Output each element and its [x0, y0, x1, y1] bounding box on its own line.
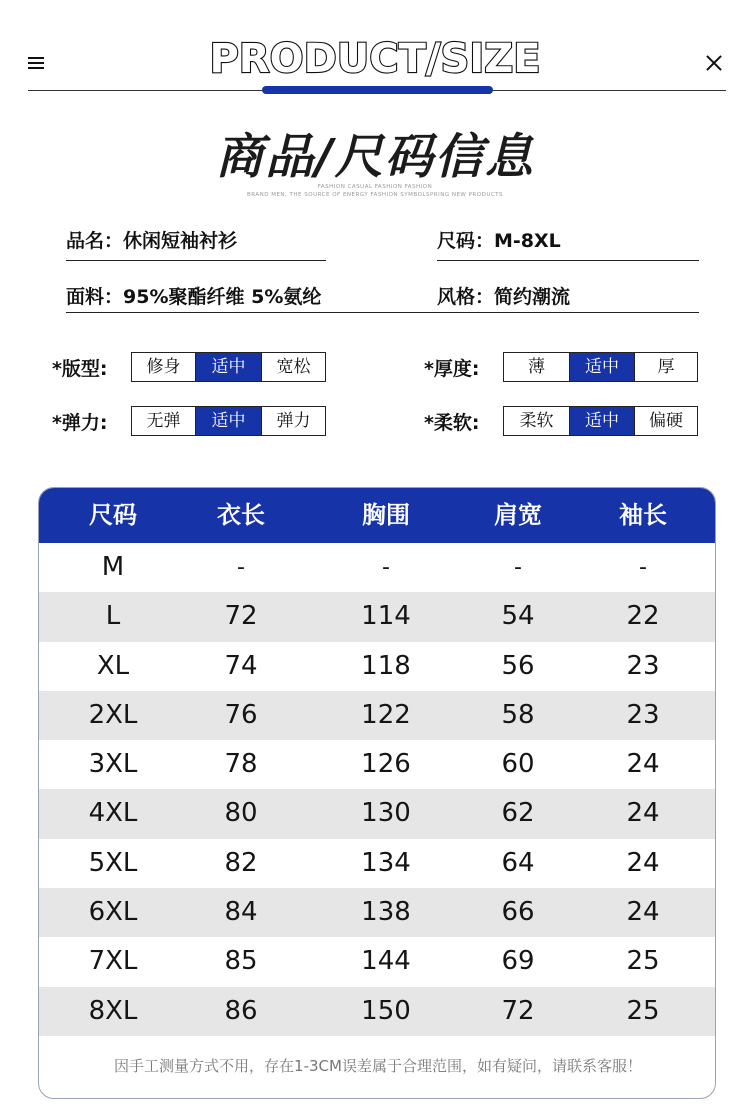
tagline-primary: FASHION CASUAL FASHION FASHION: [317, 184, 433, 190]
section-title: 商品/尺码信息: [215, 129, 535, 185]
fabric-label: 面料：: [66, 286, 124, 308]
cell-length: 82: [224, 847, 258, 878]
fit-option-regular[interactable]: 适中: [196, 353, 262, 381]
cell-shoulder: 54: [501, 601, 535, 632]
elasticity-label: *弹力:: [52, 412, 108, 434]
softness-option-soft[interactable]: 柔软: [504, 407, 570, 435]
header-shoulder: 肩宽: [494, 501, 542, 529]
close-icon[interactable]: [703, 52, 725, 74]
cell-length: 76: [224, 699, 258, 730]
measurement-note: 因手工测量方式不用，存在1-3CM误差属于合理范围，如有疑问，请联系客服！: [114, 1057, 642, 1075]
cell-shoulder: 62: [501, 798, 535, 829]
size-chart-table: [38, 487, 716, 1099]
fit-label: *版型:: [52, 358, 108, 380]
size-range-underline: [437, 260, 699, 261]
header-chest: 胸围: [362, 501, 410, 529]
product-name-underline: [66, 260, 326, 261]
table-body: [39, 543, 716, 1036]
fit-option-loose[interactable]: 宽松: [276, 357, 311, 377]
table-row: [39, 888, 716, 937]
thickness-option-thick[interactable]: 厚: [657, 357, 675, 377]
header-length: 衣长: [217, 501, 265, 529]
page-header: [0, 0, 750, 100]
cell-length: -: [237, 555, 245, 580]
cell-sleeve: 22: [626, 601, 660, 632]
elasticity-options: [131, 406, 326, 436]
cell-shoulder: -: [514, 555, 522, 580]
fabric-value: 95%聚酯纤维 5%氨纶: [123, 286, 322, 308]
cell-shoulder: 69: [501, 946, 535, 977]
cell-sleeve: 24: [626, 897, 660, 928]
size-range-field: [437, 226, 561, 253]
thickness-options: [503, 352, 698, 382]
cell-shoulder: 66: [501, 897, 535, 928]
cell-chest: -: [382, 555, 390, 580]
cell-sleeve: 24: [626, 798, 660, 829]
header-size: 尺码: [89, 501, 137, 529]
cell-size: 5XL: [88, 847, 138, 878]
product-name-label: 品名：: [66, 230, 124, 252]
cell-size: M: [101, 552, 125, 582]
elasticity-option-none[interactable]: 无弹: [132, 407, 196, 435]
cell-size: 2XL: [88, 699, 138, 730]
cell-length: 86: [224, 995, 258, 1026]
cell-chest: 126: [361, 749, 411, 780]
cell-shoulder: 58: [501, 699, 535, 730]
header-sleeve: 袖长: [619, 501, 667, 529]
fit-option-slim[interactable]: 修身: [132, 353, 196, 381]
thickness-label: *厚度:: [424, 358, 480, 380]
cell-length: 74: [224, 650, 258, 681]
style-value: 简约潮流: [494, 286, 571, 308]
cell-chest: 130: [361, 798, 411, 829]
fit-options: [131, 352, 326, 382]
table-row: [39, 839, 716, 888]
cell-chest: 150: [361, 995, 411, 1026]
elasticity-option-stretch[interactable]: 弹力: [276, 411, 311, 431]
table-row: [39, 937, 716, 986]
cell-length: 78: [224, 749, 258, 780]
product-name-field: [66, 226, 237, 253]
style-field: [437, 282, 570, 309]
cell-size: 7XL: [88, 946, 138, 977]
cell-sleeve: 24: [626, 847, 660, 878]
header-title: PRODUCT/SIZE: [209, 36, 541, 82]
cell-shoulder: 60: [501, 749, 535, 780]
softness-option-firm[interactable]: 偏硬: [649, 411, 683, 431]
header-accent-bar: [262, 86, 493, 94]
cell-size: XL: [96, 650, 130, 681]
cell-sleeve: -: [639, 555, 647, 580]
cell-length: 85: [224, 946, 258, 977]
table-row: [39, 543, 716, 592]
cell-sleeve: 23: [626, 699, 660, 730]
table-row: [39, 642, 716, 691]
softness-option-medium[interactable]: 适中: [570, 407, 635, 435]
info-divider: [66, 312, 699, 313]
cell-chest: 122: [361, 699, 411, 730]
cell-chest: 134: [361, 847, 411, 878]
table-row: [39, 789, 716, 838]
thickness-option-medium[interactable]: 适中: [570, 353, 635, 381]
cell-length: 72: [224, 601, 258, 632]
table-row: [39, 740, 716, 789]
cell-size: 6XL: [88, 897, 138, 928]
fabric-field: [66, 282, 321, 309]
cell-sleeve: 23: [626, 650, 660, 681]
softness-label: *柔软:: [424, 412, 480, 434]
cell-length: 80: [224, 798, 258, 829]
cell-sleeve: 24: [626, 749, 660, 780]
elasticity-option-medium[interactable]: 适中: [196, 407, 262, 435]
table-row: [39, 987, 716, 1036]
cell-size: 8XL: [88, 995, 138, 1026]
product-name-value: 休闲短袖衬衫: [123, 230, 238, 252]
table-row: [39, 592, 716, 641]
cell-size: 4XL: [88, 798, 138, 829]
softness-options: [503, 406, 698, 436]
size-range-label: 尺码：: [437, 230, 495, 252]
cell-shoulder: 72: [501, 995, 535, 1026]
cell-sleeve: 25: [626, 946, 660, 977]
tagline-secondary: BRAND MEN, THE SOURCE OF ENERGY FASHION SYMBOLSPRING NEW PRODUCTS: [246, 192, 504, 198]
cell-sleeve: 25: [626, 995, 660, 1026]
thickness-option-thin[interactable]: 薄: [504, 353, 570, 381]
table-row: [39, 691, 716, 740]
cell-shoulder: 56: [501, 650, 535, 681]
size-range-value: M-8XL: [494, 230, 561, 252]
cell-size: 3XL: [88, 749, 138, 780]
cell-chest: 144: [361, 946, 411, 977]
cell-chest: 114: [361, 601, 411, 632]
cell-chest: 138: [361, 897, 411, 928]
style-label: 风格：: [437, 286, 495, 308]
cell-size: L: [105, 601, 121, 632]
cell-length: 84: [224, 897, 258, 928]
cell-shoulder: 64: [501, 847, 535, 878]
cell-chest: 118: [361, 650, 411, 681]
table-header: [39, 488, 716, 543]
